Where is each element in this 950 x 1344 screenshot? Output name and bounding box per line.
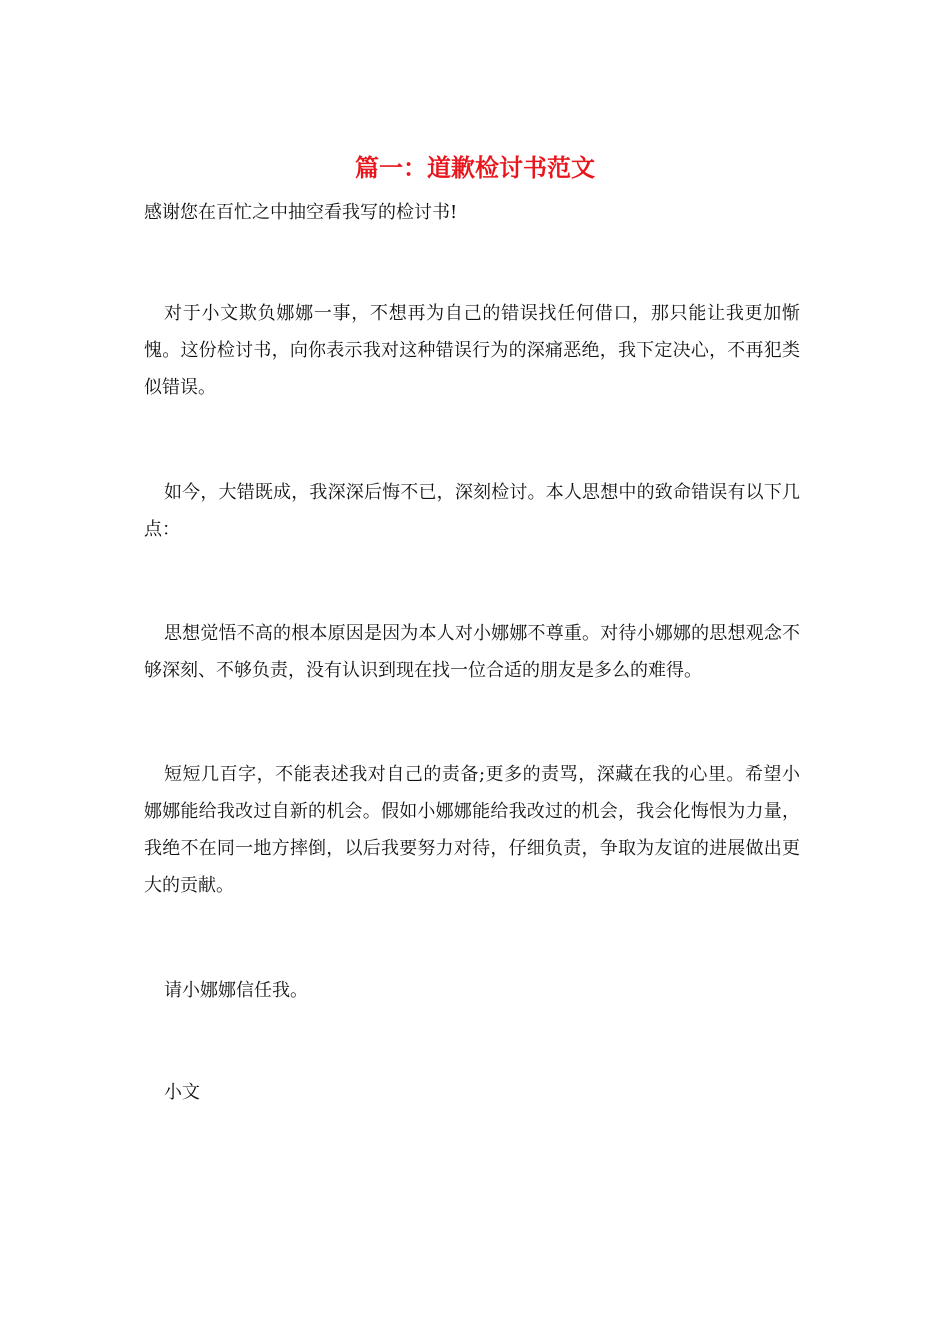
paragraph-2: 如今，大错既成，我深深后悔不已，深刻检讨。本人思想中的致命错误有以下几点：: [144, 482, 800, 540]
intro-line: 感谢您在百忙之中抽空看我写的检讨书!: [144, 202, 458, 223]
signature: 小文: [164, 1082, 200, 1103]
document-title: 篇一：道歉检讨书范文: [355, 153, 595, 182]
paragraph-1: 对于小文欺负娜娜一事，不想再为自己的错误找任何借口，那只能让我更加惭愧。这份检讨书，向你表示我对这种错误行为的深痛恶绝，我下定决心，不再犯类似错误。: [144, 303, 800, 398]
paragraph-3: 思想觉悟不高的根本原因是因为本人对小娜娜不尊重。对待小娜娜的思想观念不够深刻、不够负责，没有认识到现在找一位合适的朋友是多么的难得。: [144, 623, 800, 681]
paragraph-5: 请小娜娜信任我。: [164, 980, 308, 1001]
paragraph-4: 短短几百字，不能表述我对自己的责备;更多的责骂，深藏在我的心里。希望小娜娜能给我改过自新的机会。假如小娜娜能给我改过的机会，我会化悔恨为力量，我绝不在同一地方摔倒，以后我要努力对待，仔细负责，争取为友谊的进展做出更大的贡献。: [144, 764, 800, 896]
